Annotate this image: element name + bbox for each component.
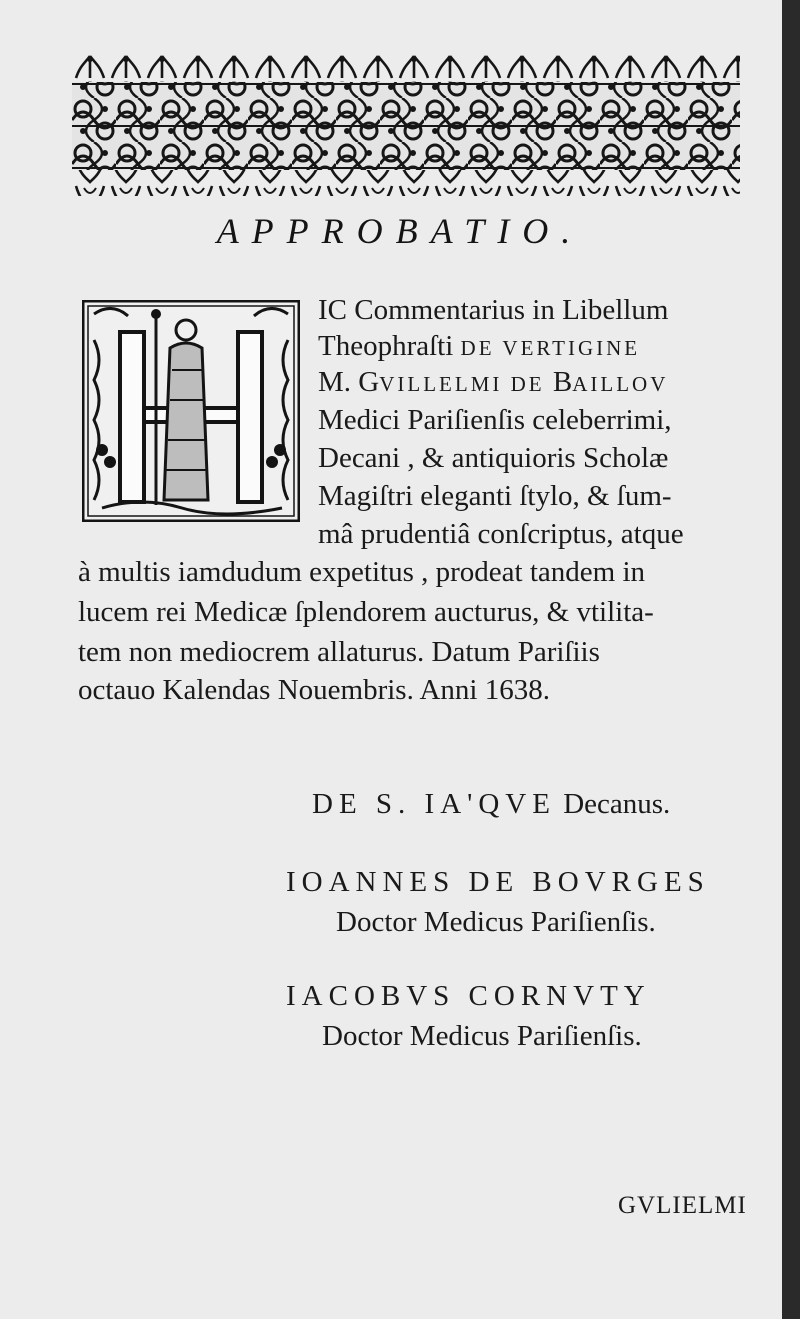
- body-text: Decani , & antiquioris Scholæ: [318, 442, 669, 474]
- small-caps-text: DE VERTIGINE: [460, 336, 641, 360]
- body-text: mâ prudentiâ conſcriptus, atque: [318, 518, 684, 550]
- body-line: [318, 518, 684, 551]
- page-title: APPROBATIO.: [216, 211, 584, 251]
- small-caps-text: AILLOV: [572, 372, 669, 396]
- historiated-initial-h: [82, 300, 300, 522]
- body-line: [318, 330, 640, 363]
- signature-jacque: [312, 788, 670, 821]
- body-line: [78, 596, 654, 629]
- body-text: Theophraſti: [318, 330, 461, 362]
- body-line: [318, 404, 672, 437]
- body-text: Medici Pariſienſis celeberrimi,: [318, 404, 672, 436]
- signatory-title: Doctor Medicus Pariſienſis.: [322, 1020, 642, 1052]
- body-text: IC Commentarius in Libellum: [318, 294, 669, 326]
- signatory-name: IOANNES DE BOVRGES: [286, 866, 710, 898]
- body-text: à multis iamdudum expetitus , prodeat tandem in: [78, 556, 646, 588]
- ornamental-headpiece-banner: [72, 54, 740, 196]
- body-line: [78, 636, 600, 669]
- body-line: [78, 674, 550, 707]
- signatory-title: Decanus.: [563, 788, 671, 820]
- body-text: lucem rei Medicæ ſplendorem aucturus, & vtilita-: [78, 596, 654, 628]
- body-line: [318, 442, 668, 475]
- body-text: B: [552, 366, 573, 398]
- body-line: [78, 556, 645, 589]
- body-text: M. G: [318, 366, 380, 398]
- signatory-title: Doctor Medicus Pariſienſis.: [336, 906, 656, 938]
- body-text: tem non mediocrem allaturus. Datum Pariſiis: [78, 636, 600, 668]
- body-text: octauo Kalendas Nouembris. Anni 1638.: [78, 674, 550, 706]
- body-line: [318, 366, 668, 399]
- signatory-name: IACOBVS CORNVTY: [286, 980, 651, 1012]
- body-line: [318, 480, 672, 513]
- page-edge-shadow: [782, 0, 800, 1319]
- signatory-name: DE S. IA'QVE: [312, 788, 556, 820]
- body-text: Magiſtri eleganti ſtylo, & ſum-: [318, 480, 672, 512]
- catchword: GVLIELMI: [618, 1192, 747, 1219]
- body-line: [318, 294, 668, 327]
- small-caps-text: VILLELMI DE: [379, 372, 553, 396]
